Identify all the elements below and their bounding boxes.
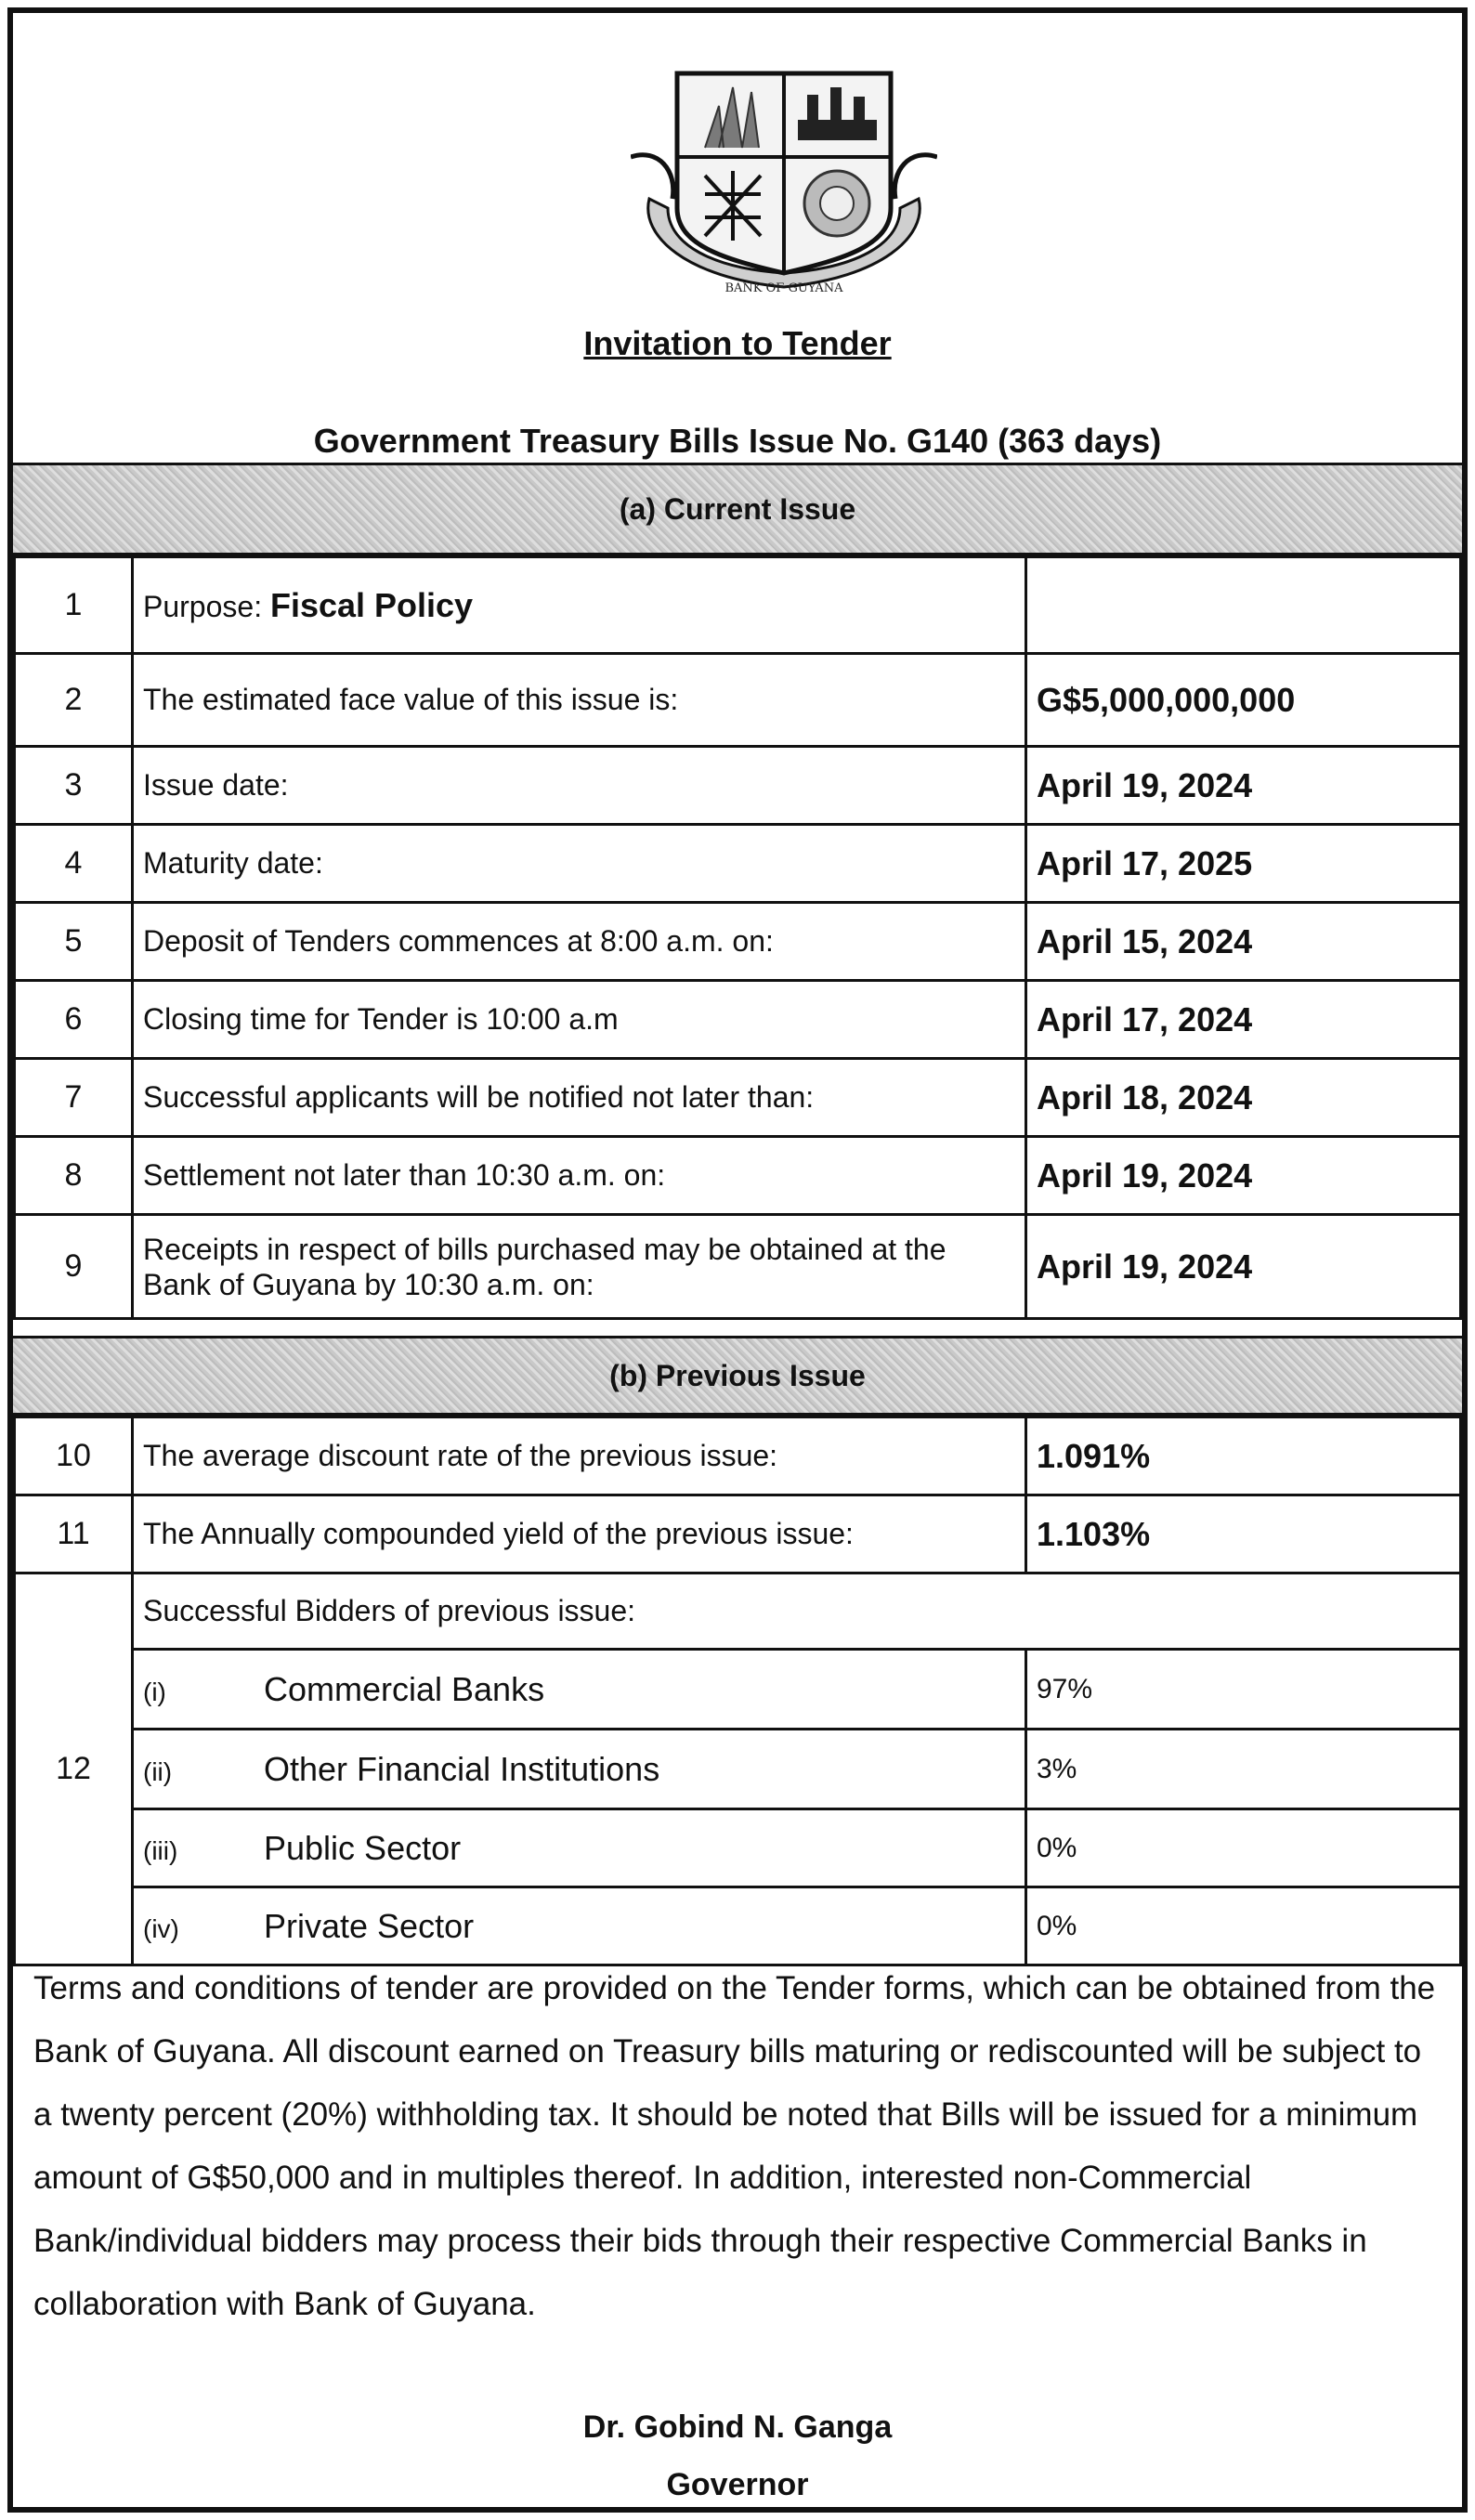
table-row: 7 Successful applicants will be notified not later than: April 18, 2024 <box>15 1059 1461 1137</box>
table-row: 3 Issue date: April 19, 2024 <box>15 747 1461 825</box>
table-row: 2 The estimated face value of this issue is: G$5,000,000,000 <box>15 654 1461 747</box>
issue-subtitle: Government Treasury Bills Issue No. G140 (363 days) <box>313 422 1162 460</box>
previous-issue-table <box>13 1416 1462 1966</box>
signatory-name: Dr. Gobind N. Ganga <box>582 2409 893 2445</box>
table-row: 11 The Annually compounded yield of the previous issue: 1.103% <box>15 1495 1461 1573</box>
page-title: Invitation to Tender <box>583 324 892 362</box>
table-row: 10 The average discount rate of the previous issue: 1.091% <box>15 1417 1461 1495</box>
table-row: 9 Receipts in respect of bills purchased may be obtained at the Bank of Guyana by 10:30 a.m. on: April 19, 2024 <box>15 1215 1461 1319</box>
bidder-row: (iii) Public Sector 0% <box>15 1809 1461 1887</box>
bidder-row: (iv) Private Sector 0% <box>15 1887 1461 1965</box>
table-row: 4 Maturity date: April 17, 2025 <box>15 825 1461 903</box>
section-a-header: (a) Current Issue <box>13 463 1462 555</box>
table-row: 8 Settlement not later than 10:30 a.m. on: April 19, 2024 <box>15 1137 1461 1215</box>
table-row: 5 Deposit of Tenders commences at 8:00 a.m. on: April 15, 2024 <box>15 903 1461 981</box>
svg-text:BANK OF GUYANA: BANK OF GUYANA <box>724 281 843 295</box>
table-row: 12 Successful Bidders of previous issue: <box>15 1573 1461 1650</box>
bidder-row: (i) Commercial Banks 97% <box>15 1650 1461 1730</box>
current-issue-table <box>13 555 1462 1320</box>
section-b-header: (b) Previous Issue <box>13 1336 1462 1416</box>
tender-notice <box>7 7 1468 2513</box>
signatory-title: Governor <box>666 2467 809 2502</box>
table-row: 1 Purpose: Fiscal Policy <box>15 557 1461 654</box>
bidder-row: (ii) Other Financial Institutions 3% <box>15 1730 1461 1809</box>
terms-paragraph: Terms and conditions of tender are provided on the Tender forms, which can be obtained from the Bank of Guyana. All discount earned on Treasury bills maturing or rediscounted will be subject to a twenty percent (20%) withholding tax. It should be noted that Bills will be issued for a minimum amount of G$50,000 and in multiples thereof. In addition, interested non-Commercial Bank/individual bidders may process their bids through their respective Commercial Banks in collaboration with Bank of Guyana. <box>33 1970 1436 2322</box>
bank-of-guyana-seal-icon <box>631 69 937 301</box>
table-row: 6 Closing time for Tender is 10:00 a.m April 17, 2024 <box>15 981 1461 1059</box>
